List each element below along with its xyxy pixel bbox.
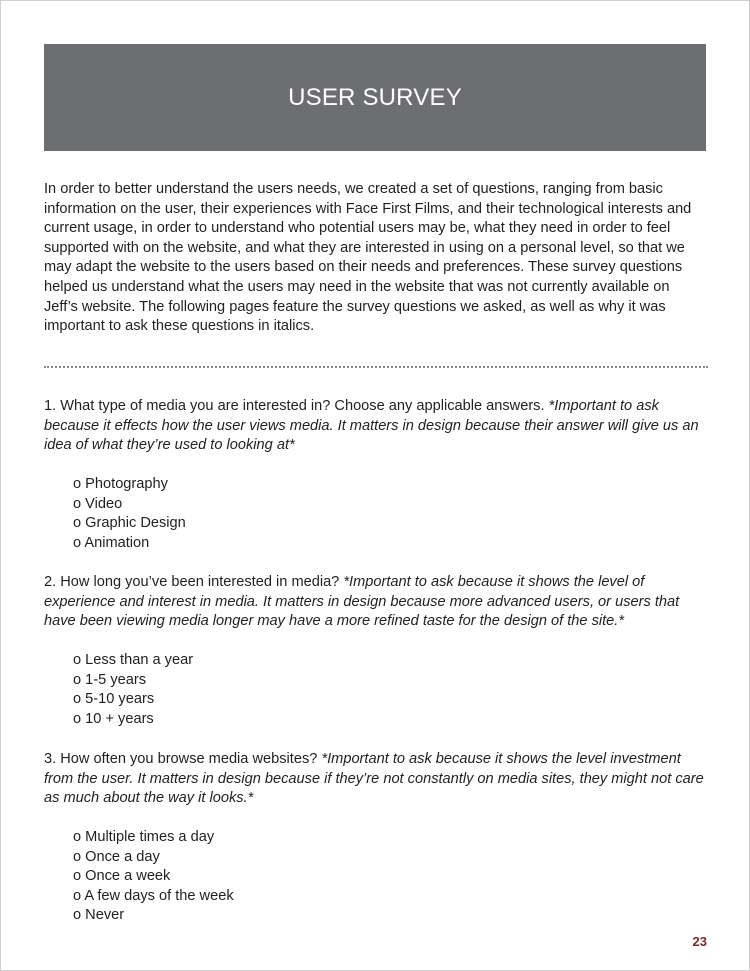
page-number: 23	[692, 934, 707, 949]
question-2-note: *Important to ask because it shows the level of experience and interest in media. It matters in design because more advanced users, or users that have been viewing media longer may have a more refined taste for the design of the site.*	[44, 574, 680, 630]
question-1-options	[73, 475, 186, 553]
question-3-note: *Important to ask because it shows the level investment from the user. It matters in design because if they’re not constantly on media sites, they might not care as much about the way it looks.*	[44, 751, 704, 807]
option: o 10 + years	[73, 710, 154, 727]
option: o 1-5 years	[73, 671, 147, 688]
option: o A few days of the week	[73, 887, 234, 904]
option: o Less than a year	[73, 652, 194, 668]
question-1-prompt: 1. What type of media you are interested in? Choose any applicable answers.	[44, 398, 549, 414]
option: o Never	[73, 907, 125, 924]
option: o Animation	[73, 534, 150, 551]
question-3	[44, 750, 712, 809]
header-banner	[44, 44, 706, 151]
option: o Photography	[73, 476, 168, 492]
question-1	[44, 397, 712, 456]
question-2-options	[73, 651, 193, 729]
question-2-prompt: 2. How long you’ve been interested in media?	[44, 574, 344, 590]
option: o Multiple times a day	[73, 829, 215, 845]
question-3-options	[73, 828, 234, 926]
option: o 5-10 years	[73, 691, 155, 708]
option: o Video	[73, 495, 123, 512]
dotted-divider	[44, 366, 708, 368]
page-title: USER SURVEY	[288, 83, 462, 111]
question-1-note: *Important to ask because it effects how the user views media. It matters in design because their answer will give us an idea of what they’re used to looking at*	[44, 398, 699, 454]
option: o Graphic Design	[73, 515, 186, 532]
intro-paragraph: In order to better understand the users needs, we created a set of questions, ranging from basic information on the user, their experiences with Face First Films, and their technological interests and current usage, in order to understand who potential users may be, what they need in order to feel supported with on the website, and what they are interested in using on a personal level, so that we may adapt the website to the users based on their needs and preferences. These survey questions helped us understand what the users may need in the website that was not currently available on Jeff’s website. The following pages feature the survey questions we asked, as well as why it was important to ask these questions in italics.	[44, 181, 692, 335]
question-2	[44, 573, 712, 632]
option: o Once a day	[73, 848, 160, 865]
option: o Once a week	[73, 868, 171, 885]
question-3-prompt: 3. How often you browse media websites?	[44, 751, 322, 767]
